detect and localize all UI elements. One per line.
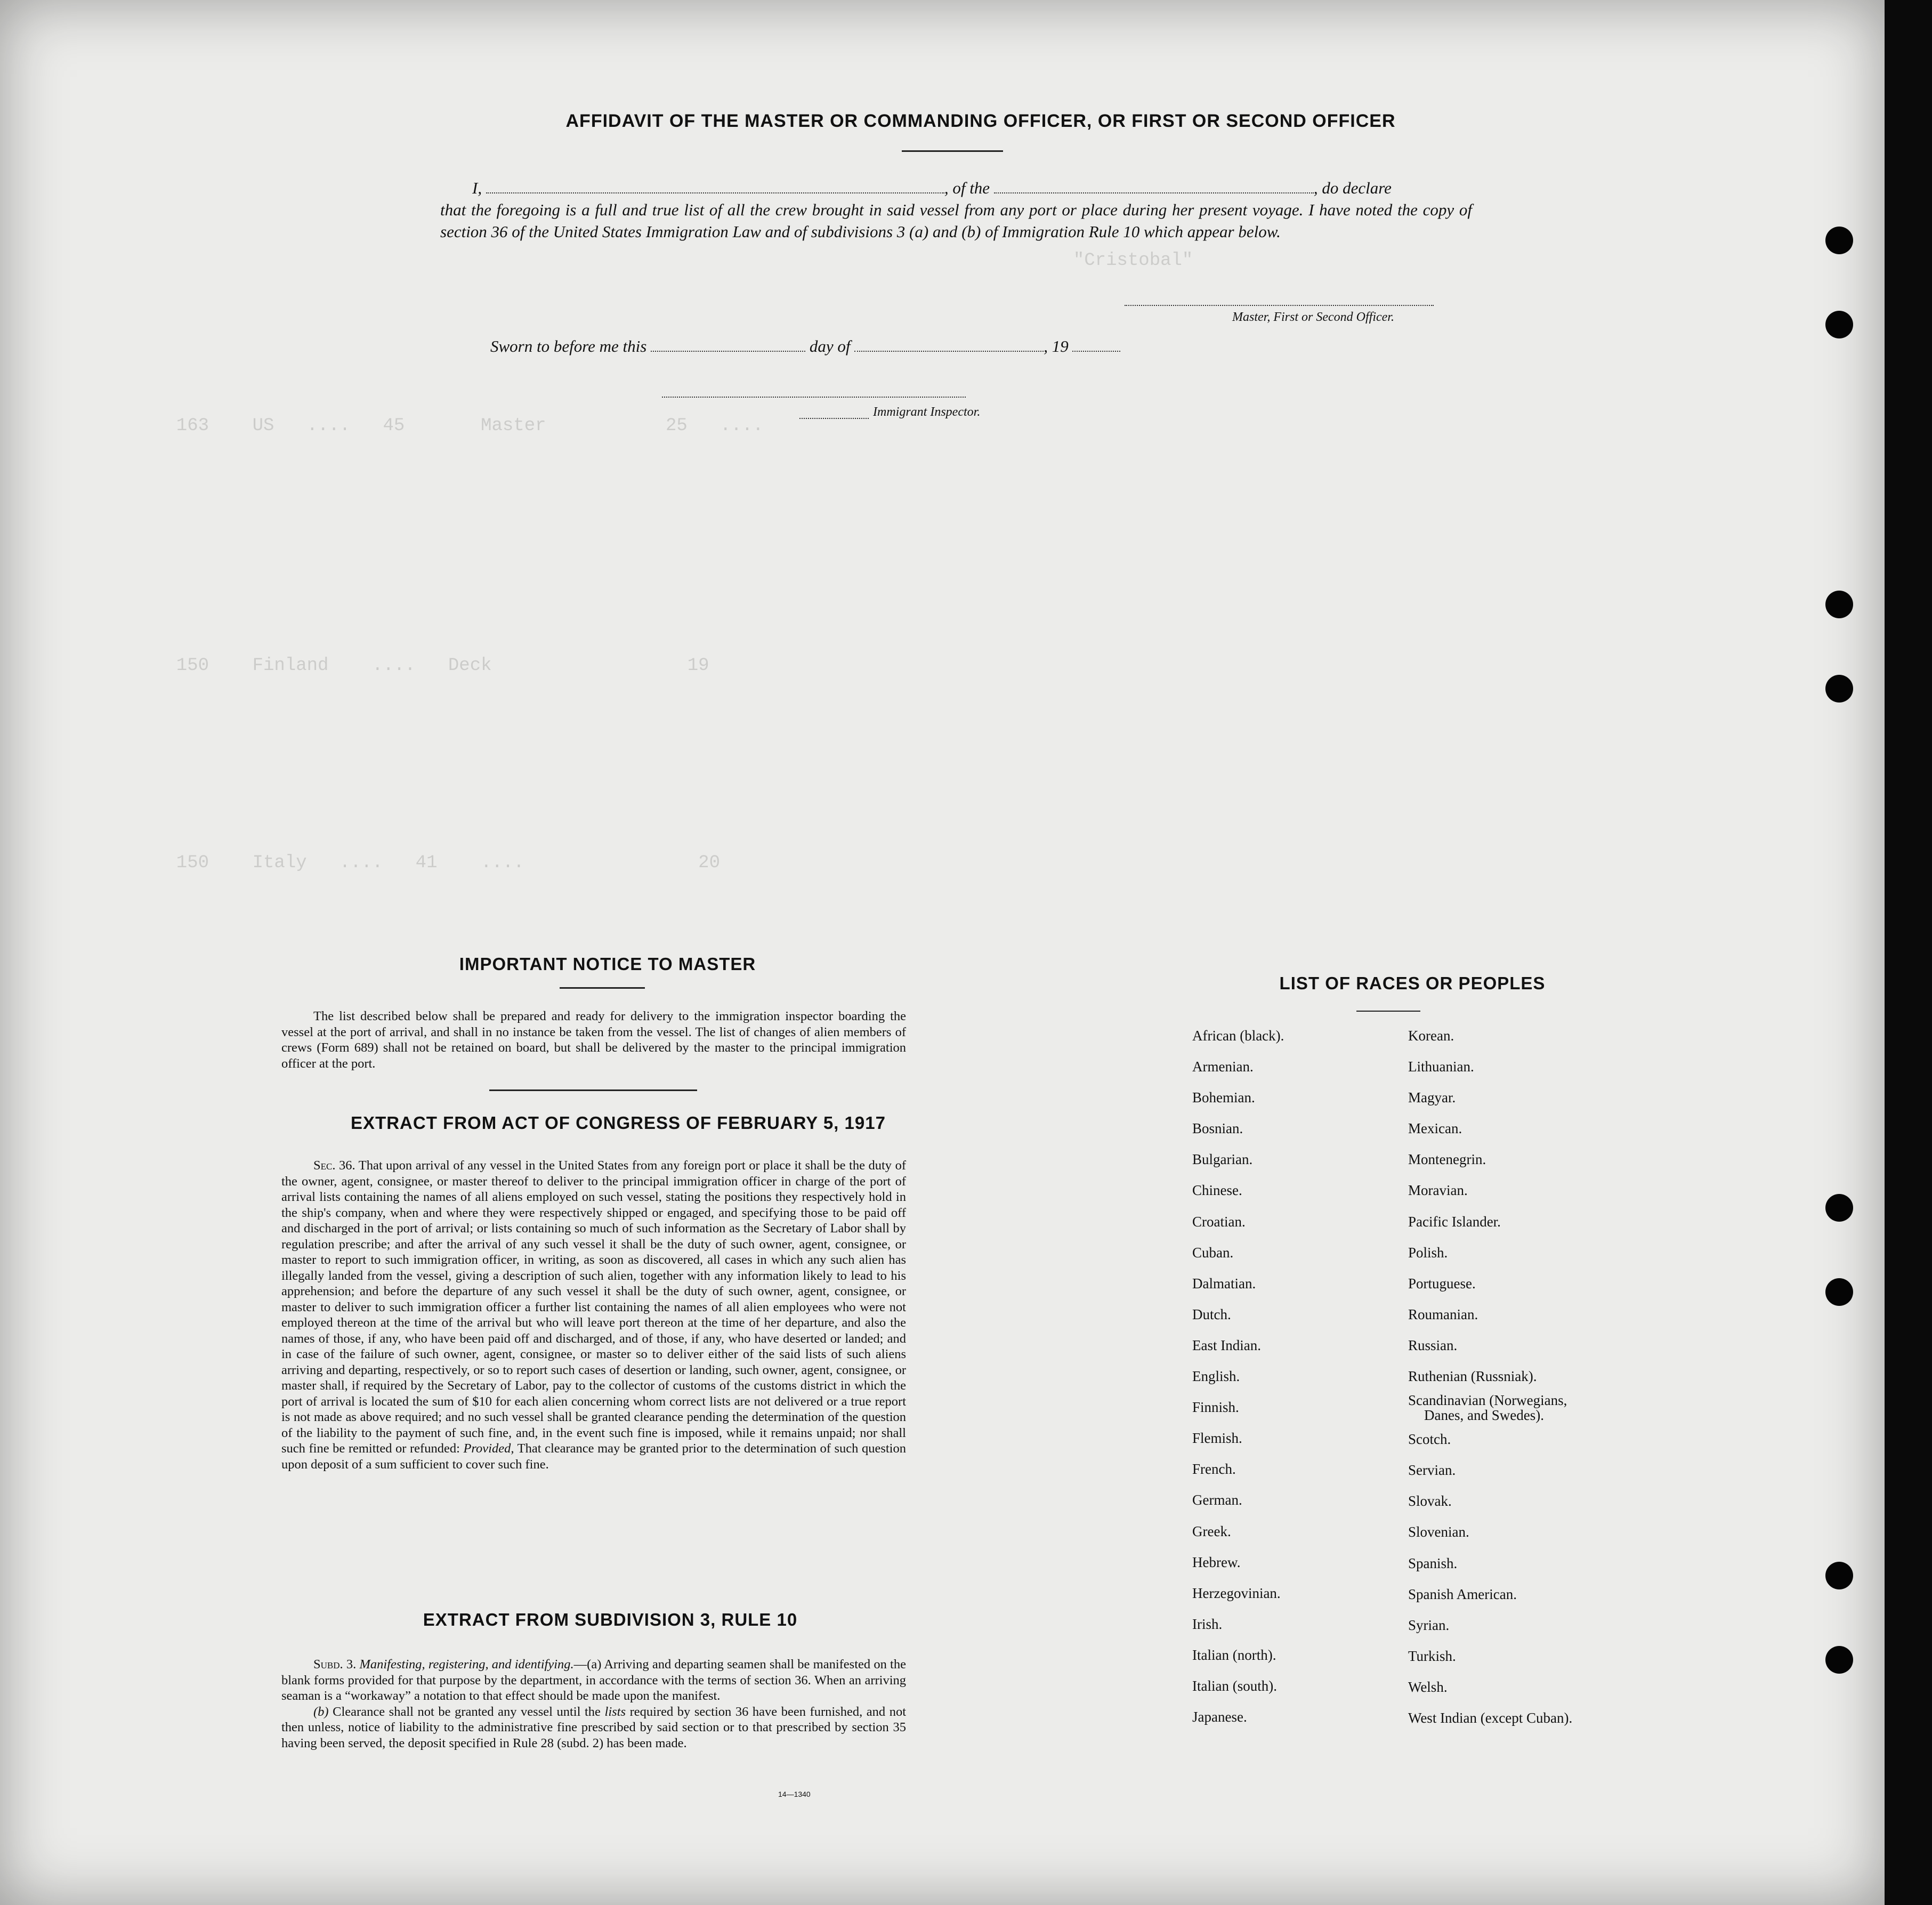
affidavit-statement: that the foregoing is a full and true list of all the crew brought in said vessel from any port or place during her present voyage. I have noted the copy of section 36 of the United States Immigration Law and of subdivisions 3 (a) and (b) of Immigration Rule 10 which appear below. — [440, 200, 1472, 241]
bleed-through-text: 150 Finland .... Deck 19 — [155, 656, 709, 676]
punch-hole — [1825, 1278, 1853, 1306]
race-item: Armenian. — [1192, 1059, 1254, 1075]
rule-10-text — [281, 1657, 906, 1751]
bleed-through-text: 163 US .... 45 Master 25 .... — [155, 416, 764, 436]
vessel-blank — [994, 180, 1314, 193]
section-36-text — [281, 1158, 906, 1472]
race-item: Cuban. — [1192, 1244, 1234, 1261]
sworn-line — [490, 337, 1120, 356]
subd-label: Subd. 3. — [313, 1657, 357, 1672]
race-item: Roumanian. — [1408, 1306, 1478, 1322]
race-item: Scotch. — [1408, 1431, 1451, 1448]
race-item: Polish. — [1408, 1244, 1448, 1261]
sworn-prefix: Sworn to before me this — [490, 337, 647, 356]
race-item: Bulgarian. — [1192, 1151, 1253, 1168]
race-item: Herzegovinian. — [1192, 1585, 1281, 1601]
extract-rule-title: EXTRACT FROM SUBDIVISION 3, RULE 10 — [423, 1610, 798, 1629]
day-of-label: day of — [809, 337, 851, 356]
race-item: English. — [1192, 1368, 1240, 1385]
race-item: Japanese. — [1192, 1709, 1247, 1725]
punch-hole — [1825, 227, 1853, 254]
race-item: Dalmatian. — [1192, 1275, 1256, 1291]
para-b-lists: lists — [604, 1704, 626, 1719]
race-item: African (black). — [1192, 1028, 1284, 1044]
race-item-scandinavian — [1408, 1392, 1572, 1424]
race-item: Dutch. — [1192, 1306, 1231, 1322]
race-item: Bohemian. — [1192, 1089, 1255, 1106]
year-label: , 19 — [1044, 337, 1069, 356]
race-item: Irish. — [1192, 1616, 1223, 1632]
race-item: Lithuanian. — [1408, 1059, 1474, 1075]
races-left-column — [1192, 1020, 1284, 1732]
para-b-part2: required by section 36 have been furnished, and not then unless, notice of liability to the administrative fine prescribed by said section or to that prescribed by section 35 having been served, the deposit specified in Rule 28 (subd. 2) has been made. — [281, 1704, 907, 1750]
form-number: 14—1340 — [778, 1790, 811, 1798]
section-36-body: That upon arrival of any vessel in the United States from any foreign port or place it shall be the duty of the owner, agent, consignee, or master thereof to deliver to the principal immigration officer in charge of the port of arrival lists containing the names of all aliens employed on such vessel, stating the positions they respectively hold in the ship's company, when and where they were respectively shipped or engaged, and specifying those to be paid off and discharged in the port of arrival; or lists containing so much of such information as the Secretary of Labor shall by regulation prescribe; and after the arrival of any such vessel it shall be the duty of such owner, agent, consignee, or master to report to such immigration officer, in writing, as soon as discovered, all cases in which any such alien has illegally landed from the vessel, giving a description of such alien, together with any information likely to lead to his apprehension; and before the departure of any such vessel it shall be the duty of such owner, agent, consignee, or master to deliver to such immigration officer a further list containing the names of all alien employees who were not employed thereon at the time of the arrival but who will leave port thereon at the time of her departure, and also the names of those, if any, who have been paid off and discharged, and of those, if any, who have deserted or landed; and in case of the failure of such owner, agent, consignee, or master so to deliver either of the said lists of such aliens arriving and departing, respectively, or so to report such cases of desertion or landing, such owner, agent, consignee, or master shall, if required by the Secretary of Labor, pay to the collector of customs of the customs district in which the port of arrival is located the sum of $10 for each alien concerning whom correct lists are not delivered or a true report is not made as above required; and no such vessel shall be granted clearance pending the determination of the question of the liability to the payment of such fine, and, in the event such fine is imposed, while it remains unpaid; nor shall such fine be remitted or refunded: — [281, 1158, 906, 1456]
para-a: —(a) Arriving and departing seamen shall be manifested on the blank forms provided for that purpose by the department, in accordance with the terms of section 36. When an arriving seaman is a “workaway” a notation to that effect should be made upon the manifest. — [281, 1657, 906, 1703]
race-item: Bosnian. — [1192, 1120, 1243, 1137]
extract-act-title: EXTRACT FROM ACT OF CONGRESS OF FEBRUARY 5, 1917 — [351, 1113, 886, 1133]
bleed-through-text: "Cristobal" — [160, 251, 1193, 271]
master-signature-line — [1125, 305, 1434, 306]
race-item: West Indian (except Cuban). — [1408, 1709, 1573, 1726]
race-item: Magyar. — [1408, 1089, 1456, 1106]
subd-heading: Manifesting, registering, and identifying. — [359, 1657, 574, 1672]
race-item: Russian. — [1408, 1337, 1458, 1353]
notice-text — [281, 1008, 906, 1071]
scan-edge — [1885, 0, 1932, 1905]
race-item: Syrian. — [1408, 1617, 1450, 1633]
race-item: French. — [1192, 1461, 1236, 1478]
race-item: Chinese. — [1192, 1182, 1242, 1199]
sworn-year-blank — [1072, 338, 1120, 352]
punch-hole — [1825, 1562, 1853, 1589]
race-item-continued: Danes, and Swedes). — [1424, 1407, 1544, 1424]
inspector-signature-line — [662, 397, 966, 398]
name-blank — [486, 180, 944, 193]
section-36-end: That clearance may be granted prior to the determination of such question upon deposit of a sum sufficient to cover such fine. — [281, 1441, 906, 1472]
races-rule — [1356, 1011, 1420, 1012]
race-item: Scandinavian (Norwegians, — [1408, 1392, 1567, 1409]
notice-paragraph: The list described below shall be prepared and ready for delivery to the immigration inspector boarding the vessel at the port of arrival, and shall in no instance be taken from the vessel. The list of changes of alien members of crews (Form 689) shall not be retained on board, but shall be delivered by the master to the principal immigration officer at the port. — [281, 1009, 906, 1071]
affidavit-title: AFFIDAVIT OF THE MASTER OR COMMANDING OFFICER, OR FIRST OR SECOND OFFICER — [565, 111, 1396, 131]
race-item: Pacific Islander. — [1408, 1213, 1501, 1230]
race-item: Servian. — [1408, 1462, 1456, 1479]
race-item: Italian (north). — [1192, 1646, 1276, 1663]
race-item: East Indian. — [1192, 1337, 1261, 1353]
race-item: Ruthenian (Russniak). — [1408, 1368, 1537, 1385]
section-36-label: Sec. 36. — [313, 1158, 355, 1173]
inspector-signature-label: Immigrant Inspector. — [873, 405, 981, 419]
race-item: Spanish. — [1408, 1555, 1458, 1571]
of-the-label: , of the — [944, 179, 990, 197]
race-item: Slovak. — [1408, 1493, 1452, 1510]
race-item: Welsh. — [1408, 1678, 1448, 1695]
races-title: LIST OF RACES OR PEOPLES — [1279, 973, 1546, 993]
punch-hole — [1825, 1646, 1853, 1674]
bleed-through-text: 150 Italy .... 41 .... 20 — [155, 853, 720, 873]
sworn-day-blank — [651, 338, 805, 352]
do-declare-label: , do declare — [1313, 179, 1392, 197]
race-item: Flemish. — [1192, 1430, 1242, 1447]
notice-bottom-rule — [489, 1089, 697, 1091]
race-item: Greek. — [1192, 1523, 1231, 1539]
race-item: Korean. — [1408, 1028, 1454, 1044]
para-b-label: (b) — [313, 1704, 329, 1719]
race-item: Spanish American. — [1408, 1586, 1517, 1602]
affidavit-body — [440, 177, 1472, 243]
race-item: Croatian. — [1192, 1213, 1246, 1230]
race-item: Italian (south). — [1192, 1677, 1277, 1694]
i-label: I, — [472, 179, 482, 197]
race-item: Moravian. — [1408, 1182, 1468, 1199]
races-right-column — [1408, 1020, 1572, 1733]
race-item: Portuguese. — [1408, 1275, 1476, 1291]
punch-hole — [1825, 311, 1853, 338]
race-item: German. — [1192, 1492, 1242, 1508]
race-item: Montenegrin. — [1408, 1151, 1486, 1168]
race-item: Finnish. — [1192, 1399, 1239, 1416]
title-rule — [902, 150, 1003, 152]
punch-hole — [1825, 1194, 1853, 1222]
para-b-part1: Clearance shall not be granted any vessel until the — [333, 1704, 601, 1719]
master-signature-label: Master, First or Second Officer. — [1232, 310, 1394, 324]
punch-hole — [1825, 591, 1853, 618]
provided-label: Provided, — [463, 1441, 514, 1456]
notice-rule — [560, 987, 645, 989]
sworn-month-blank — [854, 338, 1044, 352]
punch-hole — [1825, 675, 1853, 703]
inspector-signature-line-2 — [799, 418, 869, 419]
race-item: Slovenian. — [1408, 1524, 1469, 1540]
race-item: Turkish. — [1408, 1648, 1456, 1664]
race-item: Mexican. — [1408, 1120, 1462, 1137]
notice-title: IMPORTANT NOTICE TO MASTER — [459, 954, 756, 974]
race-item: Hebrew. — [1192, 1554, 1241, 1570]
